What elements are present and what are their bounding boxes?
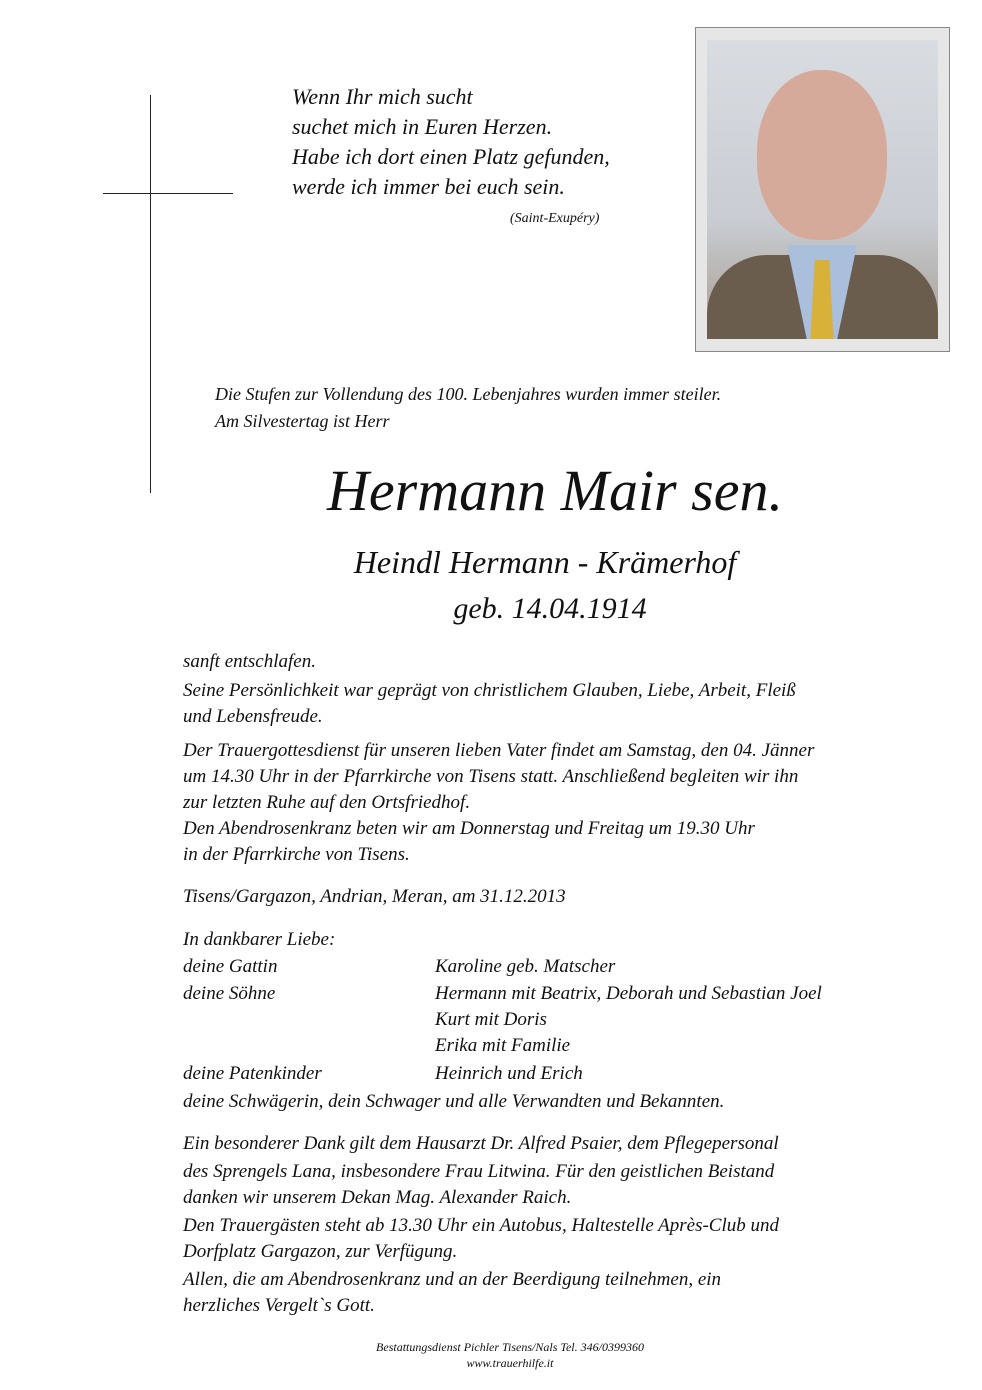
birth-date: geb. 14.04.1914: [453, 592, 647, 625]
body-line: Der Trauergottesdienst für unseren lieben Vater findet am Samstag, den 04. Jänner: [183, 740, 815, 761]
thanks-line: Allen, die am Abendrosenkranz und an der Beerdigung teilnehmen, ein: [183, 1269, 722, 1290]
thanks-line: herzliches Vergelt`s Gott.: [183, 1295, 375, 1316]
deceased-name: Hermann Mair sen.: [327, 458, 783, 523]
quote-author: (Saint-Exupéry): [510, 211, 600, 226]
mourner-names: Heinrich und Erich: [435, 1063, 583, 1084]
thanks-line: Dorfplatz Gargazon, zur Verfügung.: [183, 1241, 458, 1262]
body-line: in der Pfarrkirche von Tisens.: [183, 844, 410, 865]
body-line: Den Abendrosenkranz beten wir am Donnerstag und Freitag um 19.30 Uhr: [183, 818, 755, 839]
mourner-names: Erika mit Familie: [435, 1035, 571, 1056]
cross-vertical: [150, 95, 151, 493]
deceased-alias: Heindl Hermann - Krämerhof: [353, 544, 737, 580]
thanks-line: Ein besonderer Dank gilt dem Hausarzt Dr. Alfred Psaier, dem Pflegepersonal: [183, 1133, 779, 1154]
website-link[interactable]: www.trauerhilfe.it: [466, 1356, 554, 1370]
funeral-service: Bestattungsdienst Pichler Tisens/Nals Tel. 346/0399360: [376, 1340, 644, 1354]
place-date: Tisens/Gargazon, Andrian, Meran, am 31.12.2013: [183, 886, 566, 907]
mourner-role: deine Gattin: [183, 956, 278, 977]
quote-line: Habe ich dort einen Platz gefunden,: [292, 144, 610, 169]
quote-line: Wenn Ihr mich sucht: [292, 84, 473, 109]
body-line: um 14.30 Uhr in der Pfarrkirche von Tisens statt. Anschließend begleiten wir ihn: [183, 766, 799, 787]
body-line: und Lebensfreude.: [183, 706, 323, 727]
mourner-names: Karoline geb. Matscher: [435, 956, 616, 977]
portrait-photo: [707, 40, 938, 339]
cross-horizontal: [103, 193, 233, 194]
mourners-closing: deine Schwägerin, dein Schwager und alle Verwandten und Bekannten.: [183, 1091, 725, 1112]
body-line: sanft entschlafen.: [183, 651, 316, 672]
mourner-role: deine Söhne: [183, 983, 276, 1004]
quote-line: suchet mich in Euren Herzen.: [292, 114, 553, 139]
body-line: zur letzten Ruhe auf den Ortsfriedhof.: [183, 792, 471, 813]
mourners-heading: In dankbarer Liebe:: [183, 929, 336, 950]
portrait-frame: [695, 27, 950, 352]
quote-line: werde ich immer bei euch sein.: [292, 174, 565, 199]
thanks-line: Den Trauergästen steht ab 13.30 Uhr ein Autobus, Haltestelle Après-Club und: [183, 1215, 780, 1236]
thanks-line: danken wir unserem Dekan Mag. Alexander Raich.: [183, 1187, 572, 1208]
intro-line: Die Stufen zur Vollendung des 100. Lebenjahres wurden immer steiler.: [215, 384, 722, 404]
thanks-line: des Sprengels Lana, insbesondere Frau Litwina. Für den geistlichen Beistand: [183, 1161, 775, 1182]
mourner-role: deine Patenkinder: [183, 1063, 322, 1084]
mourner-names: Kurt mit Doris: [435, 1009, 547, 1030]
body-line: Seine Persönlichkeit war geprägt von christlichem Glauben, Liebe, Arbeit, Fleiß: [183, 680, 796, 701]
mourner-names: Hermann mit Beatrix, Deborah und Sebastian Joel: [435, 983, 822, 1004]
intro-line: Am Silvestertag ist Herr: [215, 411, 390, 431]
